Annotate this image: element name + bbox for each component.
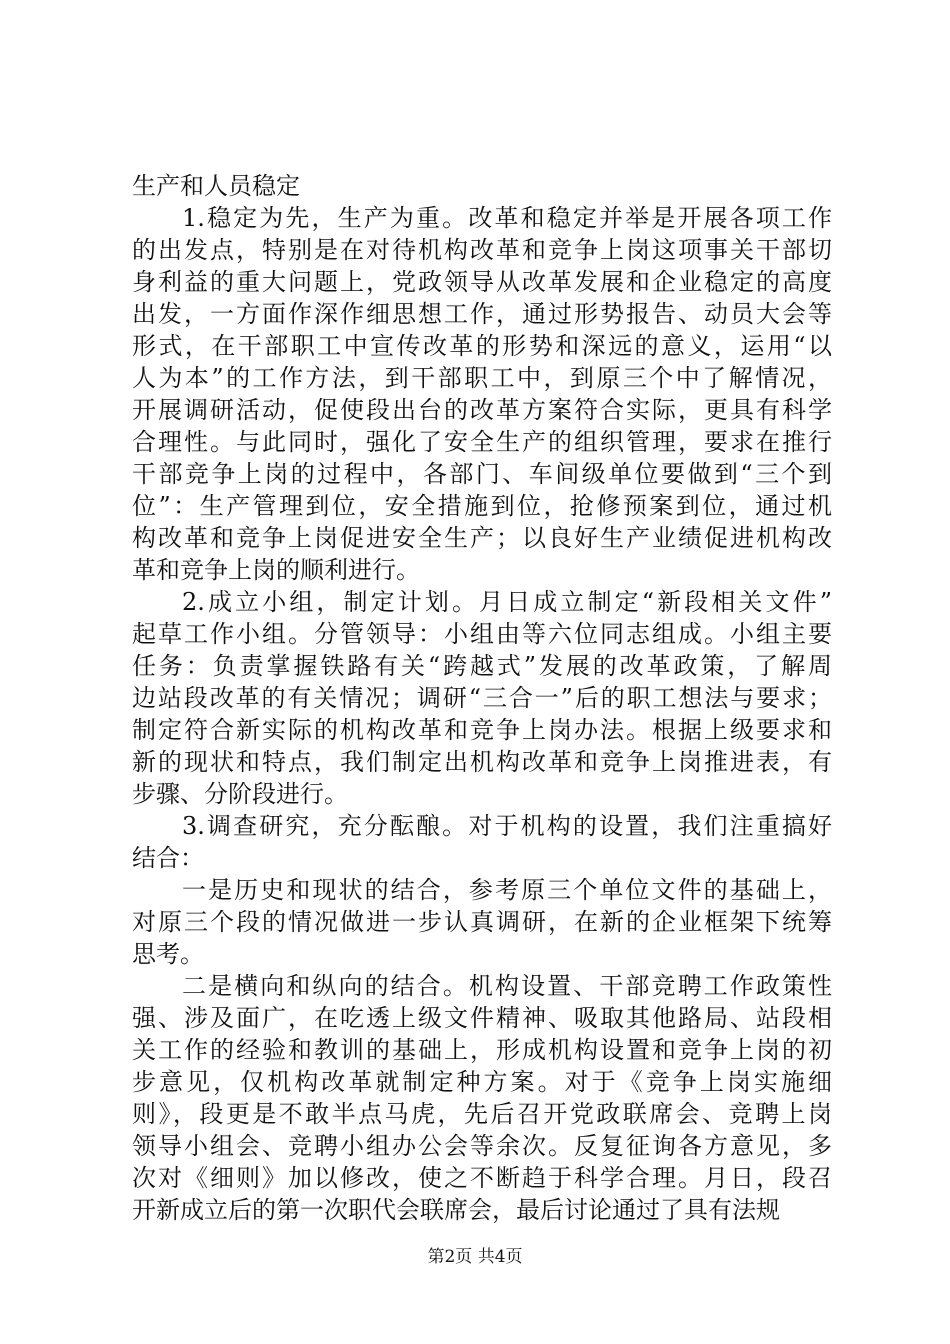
text-line: 则》，段更是不敢半点马虎，先后召开党政联席会、竞聘上岗 xyxy=(132,1100,832,1128)
text-line: 一是历史和现状的结合，参考原三个单位文件的基础上， xyxy=(182,876,832,904)
text-line: 人为本”的工作方法，到干部职工中，到原三个中了解情况， xyxy=(132,364,832,392)
text-line: 干部竞争上岗的过程中，各部门、车间级单位要做到“三个到 xyxy=(132,460,832,488)
paragraph-container xyxy=(132,202,832,1226)
text-line: 的出发点，特别是在对待机构改革和竞争上岗这项事关干部切 xyxy=(132,236,832,264)
page-footer: 第2页 共4页 xyxy=(427,1247,523,1267)
text-line: 革和竞争上岗的顺利进行。 xyxy=(132,556,420,584)
text-line: 形式，在干部职工中宣传改革的形势和深远的意义，运用“以 xyxy=(132,332,832,360)
text-line: 出发，一方面作深作细思想工作，通过形势报告、动员大会等 xyxy=(132,300,832,328)
paragraph xyxy=(132,970,832,1226)
text-line: 2.成立小组，制定计划。月日成立制定“新段相关文件” xyxy=(182,588,832,616)
text-line: 构改革和竞争上岗促进安全生产；以良好生产业绩促进机构改 xyxy=(132,524,832,552)
text-line: 开新成立后的第一次职代会联席会，最后讨论通过了具有法规 xyxy=(132,1196,780,1224)
text-line: 身利益的重大问题上，党政领导从改革发展和企业稳定的高度 xyxy=(132,268,832,296)
text-line: 强、涉及面广，在吃透上级文件精神、吸取其他路局、站段相 xyxy=(132,1004,832,1032)
text-line: 1.稳定为先，生产为重。改革和稳定并举是开展各项工作 xyxy=(182,204,832,232)
text-line: 任务：负责掌握铁路有关“跨越式”发展的改革政策，了解周 xyxy=(132,652,832,680)
text-line: 制定符合新实际的机构改革和竞争上岗办法。根据上级要求和 xyxy=(132,716,832,744)
text-line: 步意见，仅机构改革就制定种方案。对于《竞争上岗实施细 xyxy=(132,1068,832,1096)
text-line: 开展调研活动，促使段出台的改革方案符合实际，更具有科学 xyxy=(132,396,832,424)
paragraph xyxy=(132,810,832,874)
text-line: 关工作的经验和教训的基础上，形成机构设置和竞争上岗的初 xyxy=(132,1036,832,1064)
text-line: 合理性。与此同时，强化了安全生产的组织管理，要求在推行 xyxy=(132,428,832,456)
paragraph xyxy=(132,202,832,586)
paragraph xyxy=(132,874,832,970)
paragraph xyxy=(132,586,832,810)
text-line: 边站段改革的有关情况；调研“三合一”后的职工想法与要求； xyxy=(132,684,832,712)
text-line: 新的现状和特点，我们制定出机构改革和竞争上岗推进表，有 xyxy=(132,748,832,776)
text-line: 位”：生产管理到位，安全措施到位，抢修预案到位，通过机 xyxy=(132,492,832,520)
text-line: 对原三个段的情况做进一步认真调研，在新的企业框架下统筹 xyxy=(132,908,832,936)
text-line: 结合： xyxy=(132,844,204,872)
text-line: 3.调查研究，充分酝酿。对于机构的设置，我们注重搞好 xyxy=(182,812,832,840)
text-line: 领导小组会、竞聘小组办公会等余次。反复征询各方意见，多 xyxy=(132,1132,832,1160)
text-line: 思考。 xyxy=(132,940,204,968)
text-line: 步骤、分阶段进行。 xyxy=(132,780,348,808)
section-heading: 生产和人员稳定 xyxy=(132,172,300,200)
text-line: 次对《细则》加以修改，使之不断趋于科学合理。月日，段召 xyxy=(132,1164,832,1192)
text-line: 起草工作小组。分管领导：小组由等六位同志组成。小组主要 xyxy=(132,620,832,648)
document-body xyxy=(132,170,832,1226)
text-line: 二是横向和纵向的结合。机构设置、干部竞聘工作政策性 xyxy=(182,972,832,1000)
